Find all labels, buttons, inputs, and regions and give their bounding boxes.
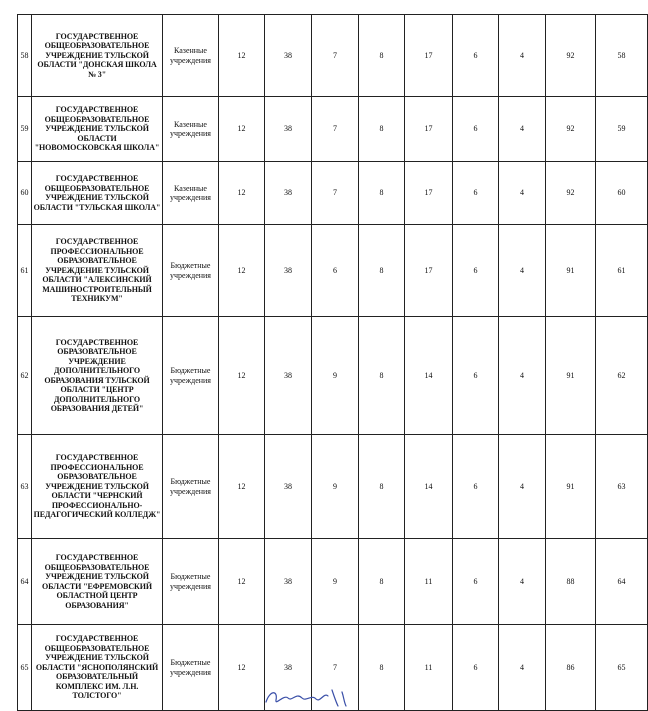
value-cell: 17 [405, 97, 453, 162]
value-cell: 38 [265, 317, 312, 435]
value-cell: 38 [265, 435, 312, 539]
value-cell: 4 [499, 97, 546, 162]
table-row [18, 539, 648, 625]
value-cell: 12 [219, 15, 265, 97]
value-cell: 91 [546, 435, 596, 539]
value-cell: 17 [405, 162, 453, 225]
value-cell: 11 [405, 539, 453, 625]
row-number: 61 [18, 225, 32, 317]
value-cell: 9 [312, 539, 359, 625]
institution-name: ГОСУДАРСТВЕННОЕ ОБЩЕОБРАЗОВАТЕЛЬНОЕ УЧРЕЖДЕНИЕ ТУЛЬСКОЙ ОБЛАСТИ "ТУЛЬСКАЯ ШКОЛА" [32, 162, 163, 225]
value-cell: 12 [219, 625, 265, 711]
value-cell: 91 [546, 225, 596, 317]
value-cell: 7 [312, 625, 359, 711]
value-cell: 12 [219, 162, 265, 225]
value-cell: 8 [359, 225, 405, 317]
value-cell: 59 [596, 97, 648, 162]
table-row [18, 97, 648, 162]
institution-type: Казенные учреждения [163, 15, 219, 97]
value-cell: 60 [596, 162, 648, 225]
institution-type: Казенные учреждения [163, 162, 219, 225]
value-cell: 12 [219, 539, 265, 625]
value-cell: 4 [499, 317, 546, 435]
value-cell: 9 [312, 317, 359, 435]
value-cell: 17 [405, 225, 453, 317]
value-cell: 61 [596, 225, 648, 317]
institution-type: Бюджетные учреждения [163, 539, 219, 625]
value-cell: 38 [265, 97, 312, 162]
value-cell: 88 [546, 539, 596, 625]
value-cell: 92 [546, 97, 596, 162]
value-cell: 6 [453, 97, 499, 162]
value-cell: 4 [499, 162, 546, 225]
row-number: 60 [18, 162, 32, 225]
value-cell: 6 [453, 317, 499, 435]
institution-type: Бюджетные учреждения [163, 625, 219, 711]
value-cell: 12 [219, 317, 265, 435]
row-number: 65 [18, 625, 32, 711]
value-cell: 7 [312, 162, 359, 225]
table-row [18, 225, 648, 317]
value-cell: 6 [453, 435, 499, 539]
value-cell: 38 [265, 539, 312, 625]
value-cell: 14 [405, 317, 453, 435]
value-cell: 7 [312, 15, 359, 97]
institution-name: ГОСУДАРСТВЕННОЕ ОБЩЕОБРАЗОВАТЕЛЬНОЕ УЧРЕЖДЕНИЕ ТУЛЬСКОЙ ОБЛАСТИ "ДОНСКАЯ ШКОЛА № 3" [32, 15, 163, 97]
value-cell: 14 [405, 435, 453, 539]
value-cell: 91 [546, 317, 596, 435]
value-cell: 4 [499, 225, 546, 317]
row-number: 63 [18, 435, 32, 539]
value-cell: 12 [219, 435, 265, 539]
table-row [18, 162, 648, 225]
value-cell: 62 [596, 317, 648, 435]
value-cell: 8 [359, 97, 405, 162]
row-number: 59 [18, 97, 32, 162]
value-cell: 64 [596, 539, 648, 625]
value-cell: 63 [596, 435, 648, 539]
institution-name: ГОСУДАРСТВЕННОЕ ПРОФЕССИОНАЛЬНОЕ ОБРАЗОВАТЕЛЬНОЕ УЧРЕЖДЕНИЕ ТУЛЬСКОЙ ОБЛАСТИ "АЛЕКСИНСКИЙ МАШИНОСТРОИТЕЛЬНЫЙ ТЕХНИКУМ" [32, 225, 163, 317]
institution-name: ГОСУДАРСТВЕННОЕ ОБЩЕОБРАЗОВАТЕЛЬНОЕ УЧРЕЖДЕНИЕ ТУЛЬСКОЙ ОБЛАСТИ "ЯСНОПОЛЯНСКИЙ ОБРАЗОВАТЕЛЬНЫЙ КОМПЛЕКС ИМ. Л.Н. ТОЛСТОГО" [32, 625, 163, 711]
row-number: 62 [18, 317, 32, 435]
value-cell: 7 [312, 97, 359, 162]
institution-type: Бюджетные учреждения [163, 225, 219, 317]
value-cell: 38 [265, 15, 312, 97]
value-cell: 6 [453, 539, 499, 625]
value-cell: 8 [359, 625, 405, 711]
value-cell: 6 [312, 225, 359, 317]
value-cell: 58 [596, 15, 648, 97]
value-cell: 4 [499, 15, 546, 97]
institution-name: ГОСУДАРСТВЕННОЕ ОБЩЕОБРАЗОВАТЕЛЬНОЕ УЧРЕЖДЕНИЕ ТУЛЬСКОЙ ОБЛАСТИ "ЕФРЕМОВСКИЙ ОБЛАСТНОЙ ЦЕНТР ОБРАЗОВАНИЯ" [32, 539, 163, 625]
value-cell: 38 [265, 625, 312, 711]
institution-name: ГОСУДАРСТВЕННОЕ ОБЩЕОБРАЗОВАТЕЛЬНОЕ УЧРЕЖДЕНИЕ ТУЛЬСКОЙ ОБЛАСТИ "НОВОМОСКОВСКАЯ ШКОЛА" [32, 97, 163, 162]
value-cell: 8 [359, 162, 405, 225]
table-row [18, 15, 648, 97]
value-cell: 8 [359, 317, 405, 435]
value-cell: 38 [265, 162, 312, 225]
institution-type: Бюджетные учреждения [163, 317, 219, 435]
value-cell: 92 [546, 15, 596, 97]
value-cell: 38 [265, 225, 312, 317]
value-cell: 4 [499, 539, 546, 625]
value-cell: 6 [453, 162, 499, 225]
row-number: 64 [18, 539, 32, 625]
handwritten-signature [258, 686, 354, 708]
institutions-table [17, 14, 648, 711]
value-cell: 8 [359, 15, 405, 97]
value-cell: 92 [546, 162, 596, 225]
value-cell: 12 [219, 97, 265, 162]
value-cell: 8 [359, 539, 405, 625]
value-cell: 6 [453, 625, 499, 711]
value-cell: 4 [499, 625, 546, 711]
institution-name: ГОСУДАРСТВЕННОЕ ПРОФЕССИОНАЛЬНОЕ ОБРАЗОВАТЕЛЬНОЕ УЧРЕЖДЕНИЕ ТУЛЬСКОЙ ОБЛАСТИ "ЧЕРНСКИЙ ПРОФЕССИОНАЛЬНО-ПЕДАГОГИЧЕСКИЙ КОЛЛЕДЖ" [32, 435, 163, 539]
value-cell: 86 [546, 625, 596, 711]
institution-type: Бюджетные учреждения [163, 435, 219, 539]
row-number: 58 [18, 15, 32, 97]
table-row [18, 317, 648, 435]
institution-name: ГОСУДАРСТВЕННОЕ ОБРАЗОВАТЕЛЬНОЕ УЧРЕЖДЕНИЕ ДОПОЛНИТЕЛЬНОГО ОБРАЗОВАНИЯ ТУЛЬСКОЙ ОБЛАСТИ "ЦЕНТР ДОПОЛНИТЕЛЬНОГО ОБРАЗОВАНИЯ ДЕТЕЙ" [32, 317, 163, 435]
value-cell: 6 [453, 225, 499, 317]
value-cell: 17 [405, 15, 453, 97]
value-cell: 6 [453, 15, 499, 97]
value-cell: 12 [219, 225, 265, 317]
institution-type: Казенные учреждения [163, 97, 219, 162]
value-cell: 65 [596, 625, 648, 711]
value-cell: 8 [359, 435, 405, 539]
value-cell: 11 [405, 625, 453, 711]
table-row [18, 435, 648, 539]
value-cell: 9 [312, 435, 359, 539]
value-cell: 4 [499, 435, 546, 539]
